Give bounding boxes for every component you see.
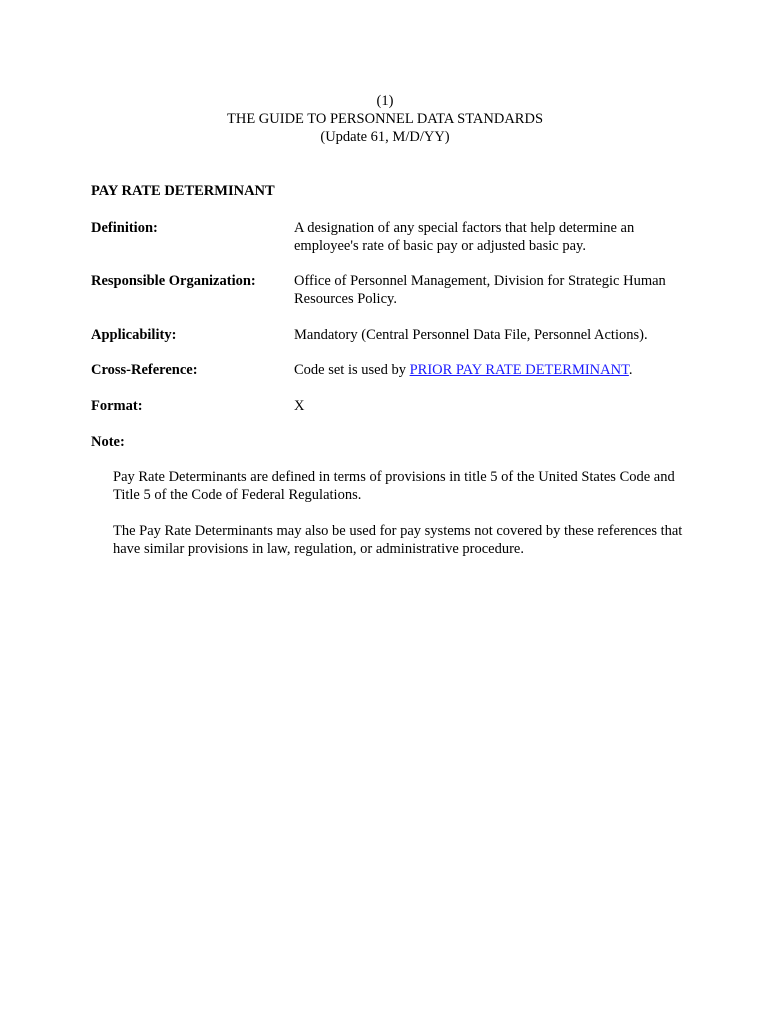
document-title: THE GUIDE TO PERSONNEL DATA STANDARDS: [226, 111, 544, 127]
responsible-organization-label: Responsible Organization:: [91, 273, 256, 289]
note-label: Note:: [91, 434, 125, 450]
prior-pay-rate-determinant-link[interactable]: PRIOR PAY RATE DETERMINANT: [409, 362, 629, 378]
cross-reference-value: [294, 361, 694, 379]
format-value: X: [294, 398, 305, 414]
section-title: PAY RATE DETERMINANT: [91, 183, 275, 199]
update-line: (Update 61, M/D/YY): [320, 129, 450, 145]
cross-reference-suffix: .: [628, 362, 633, 378]
note-paragraph: The Pay Rate Determinants may also be used for pay systems not covered by these references that have similar provisions in law, regulation, or administrative procedure.: [113, 523, 683, 557]
format-label: Format:: [91, 398, 143, 414]
note-paragraph: Pay Rate Determinants are defined in terms of provisions in title 5 of the United States Code and Title 5 of the Code of Federal Regulations.: [113, 469, 675, 503]
definition-label: Definition:: [91, 220, 158, 236]
definition-value: A designation of any special factors that help determine an employee's rate of basic pay or adjusted basic pay.: [294, 220, 635, 254]
cross-reference-prefix: Code set is used by: [294, 362, 410, 378]
applicability-value: Mandatory (Central Personnel Data File, Personnel Actions).: [294, 327, 648, 343]
responsible-organization-value: Office of Personnel Management, Division for Strategic Human Resources Policy.: [294, 273, 666, 307]
applicability-label: Applicability:: [91, 327, 177, 343]
cross-reference-label: Cross-Reference:: [91, 362, 198, 378]
page-number: (1): [376, 93, 394, 109]
document-header: [0, 92, 770, 146]
